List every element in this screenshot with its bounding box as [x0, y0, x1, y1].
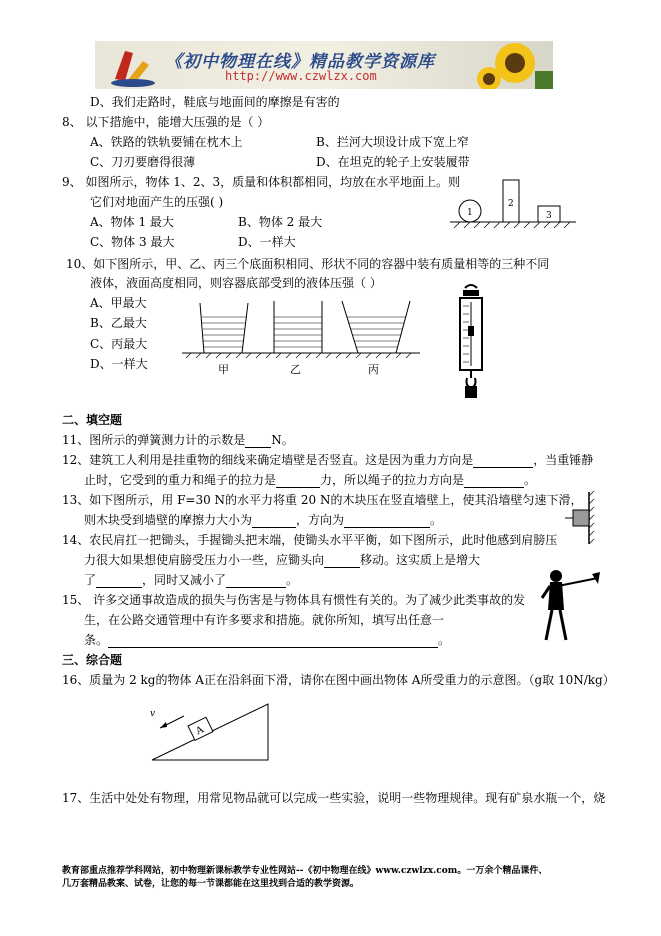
q8-option-b: B、拦河大坝设计成下宽上窄	[316, 135, 469, 149]
q12-text-b: ，当重锤静	[533, 453, 594, 467]
q9-option-a: A、物体 1 最大	[90, 215, 174, 229]
q14-line2	[84, 552, 480, 568]
q13-blank-1[interactable]	[252, 515, 296, 528]
footer-line-1: 教育部重点推荐学科网站，初中物理新课标教学专业性网站--《初中物理在线》www.czwlzx.com。一万余个精品课件、	[62, 866, 548, 876]
q13-wall-figure	[565, 490, 595, 546]
q15-line1: 15、 许多交通事故造成的损失与伤害是与物体具有惯性有关的。为了减少此类事故的发	[62, 593, 526, 607]
q14-text-c: 移动。这实质上是增大	[360, 553, 481, 567]
q14-text-e: ，同时又减小了	[142, 573, 227, 587]
q11-text: 11、图所示的弹簧测力计的示数是	[62, 433, 246, 447]
q8-option-a: A、铁路的铁轨要铺在枕木上	[90, 135, 243, 149]
q11-unit: N。	[271, 433, 294, 447]
q14-blank-1[interactable]	[324, 555, 360, 568]
q9-option-b: B、物体 2 最大	[238, 215, 323, 229]
q16-stem: 16、质量为 2 kg的物体 A正在沿斜面下滑，请你在图中画出物体 A所受重力的示意图。（g取 10N/kg）	[62, 673, 615, 687]
q11	[62, 432, 294, 448]
q13-line2	[84, 512, 442, 528]
q14-farmer-figure	[538, 564, 602, 644]
q9-option-c: C、物体 3 最大	[90, 235, 175, 249]
q13-text-b: 则木块受到墙壁的摩擦力大小为	[84, 513, 253, 527]
q15-line3	[84, 632, 450, 648]
q9-option-d: D、一样大	[238, 235, 296, 249]
q10-option-b: B、乙最大	[90, 316, 147, 330]
q10-option-d: D、一样大	[90, 357, 148, 371]
footer-line-2: 几万套精品教案、试卷，让您的每一节课都能在这里找到合适的教学资源。	[62, 879, 360, 889]
q9-stem: 9、 如图所示，物体 1、2、3，质量和体积都相同，均放在水平地面上。则	[62, 175, 461, 189]
q14-text-b: 力很大如果想使肩膀受压力小一些，应锄头向	[84, 553, 325, 567]
q14-text-d: 了	[84, 573, 97, 587]
q15-blank[interactable]	[108, 635, 438, 648]
q14-blank-2[interactable]	[96, 575, 142, 588]
q9-label-3: 3	[546, 211, 552, 221]
q13-text-c: ，方向为	[296, 513, 345, 527]
q10-label-bing: 丙	[368, 363, 379, 375]
q13-text-d: 。	[430, 513, 443, 527]
q12-line1	[62, 452, 593, 468]
q15-text-d: 。	[438, 633, 451, 647]
q10-figure	[182, 295, 422, 375]
q15-text-c: 条。	[84, 633, 109, 647]
q11-blank[interactable]	[245, 435, 271, 448]
q14-blank-3[interactable]	[226, 575, 286, 588]
q9-figure	[450, 178, 580, 238]
q10-option-a: A、甲最大	[90, 296, 147, 310]
section-3-heading: 三、综合题	[62, 653, 123, 667]
q12-text-c: 止时，它受到的重力和绳子的拉力是	[84, 473, 277, 487]
q12-blank-1[interactable]	[473, 455, 533, 468]
logo-icon	[103, 41, 163, 89]
q13-line1: 13、如下图所示，用 F=30 N的水平力将重 20 N的木块压在竖直墙壁上，使其沿墙壁匀速下滑，	[62, 493, 583, 507]
q10-label-yi: 乙	[290, 363, 301, 375]
q12-blank-3[interactable]	[464, 475, 524, 488]
q10-stem-2: 液体，液面高度相同，则容器底部受到的液体压强（ ）	[90, 276, 382, 290]
q12-blank-2[interactable]	[276, 475, 320, 488]
q10-option-c: C、丙最大	[90, 337, 148, 351]
q13-blank-2[interactable]	[344, 515, 430, 528]
q12-text-d: 力，所以绳子的拉力方向是	[320, 473, 465, 487]
q10-label-jia: 甲	[218, 363, 229, 375]
banner-url: http://www.czwlzx.com	[225, 69, 377, 83]
header-banner	[95, 41, 553, 89]
q9-stem-2: 它们对地面产生的压强( )	[90, 195, 224, 209]
q8-option-c: C、刀刃要磨得很薄	[90, 155, 196, 169]
q8-stem: 8、 以下措施中，能增大压强的是（ ）	[62, 115, 270, 129]
spring-scale-figure	[451, 282, 491, 402]
q9-label-1: 1	[467, 208, 473, 218]
q8-option-d: D、在坦克的轮子上安装履带	[316, 155, 470, 169]
q12-line2	[84, 472, 536, 488]
q7-option-d: D、我们走路时，鞋底与地面间的摩擦是有害的	[90, 95, 340, 109]
sunflower-icon	[475, 41, 553, 89]
q14-text-f: 。	[286, 573, 299, 587]
banner-title: 《初中物理在线》精品教学资源库	[165, 52, 435, 72]
q14-line3	[84, 572, 298, 588]
q12-text-e: 。	[524, 473, 537, 487]
q14-line1: 14、农民肩扛一把锄头，手握锄头把末端，使锄头水平平衡，如下图所示，此时他感到肩膀压	[62, 533, 558, 547]
q16-incline-figure	[148, 700, 278, 770]
q17-stem: 17、生活中处处有物理，用常见物品就可以完成一些实验，说明一些物理规律。现有矿泉水瓶一个，烧	[62, 791, 606, 805]
q16-block-label: A	[194, 724, 206, 738]
q16-velocity-label: v	[150, 709, 156, 719]
section-2-heading: 二、填空题	[62, 413, 123, 427]
q15-line2: 生，在公路交通管理中有许多要求和措施。就你所知，填写出任意一	[84, 613, 445, 627]
q10-stem: 10、如下图所示，甲、乙、丙三个底面积相同、形状不同的容器中装有质量相等的三种不同	[66, 257, 550, 271]
q12-text-a: 12、建筑工人利用是挂重物的细线来确定墙壁是否竖直。这是因为重力方向是	[62, 453, 474, 467]
q9-label-2: 2	[508, 199, 514, 209]
